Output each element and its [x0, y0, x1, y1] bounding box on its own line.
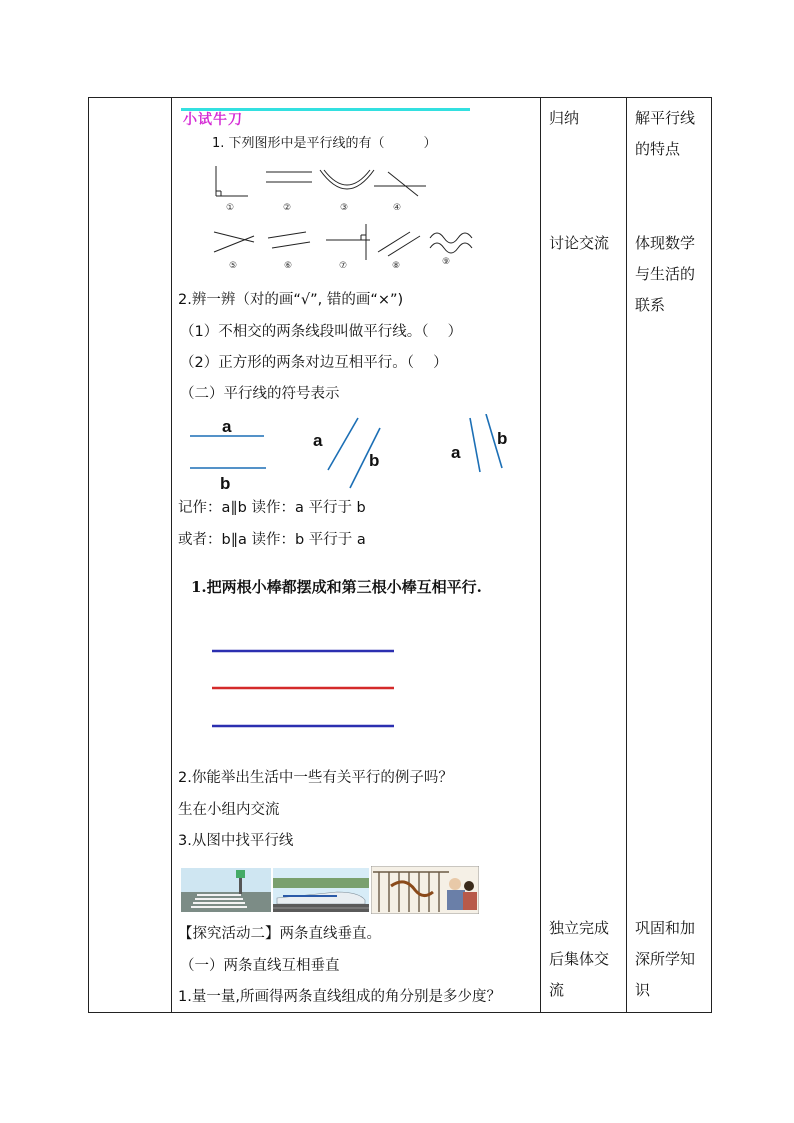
notation-2: 或者：b∥a 读作：b 平行于 a — [178, 532, 366, 548]
fig6-line-a — [268, 232, 306, 238]
purpose-life-connection: 体现数学与生活的联系 — [635, 234, 696, 314]
method-discuss: 讨论交流 — [549, 234, 610, 252]
method-column — [541, 98, 627, 1013]
notation-1: 记作：a∥b 读作：a 平行于 b — [178, 500, 366, 516]
question-life-examples: 2.你能举出生活中一些有关平行的例子吗？ — [178, 770, 453, 786]
method-summarize: 归纳 — [549, 109, 580, 127]
fig-number-4: ④ — [393, 203, 402, 213]
blank-column — [89, 98, 172, 1013]
purpose-column — [627, 98, 712, 1013]
diagram1-label-b: b — [220, 474, 231, 493]
fig-number-8: ⑧ — [392, 261, 401, 271]
fig8-line-a — [378, 232, 410, 252]
fig9-wave-b — [430, 243, 472, 253]
question-2-2: （2）正方形的两条对边互相平行。（ ） — [180, 355, 448, 371]
fig-number-9: ⑨ — [442, 257, 451, 267]
purpose-parallel-features: 解平行线的特点 — [635, 109, 696, 158]
fig5-line-b — [214, 236, 254, 252]
fig9-wave-a — [430, 233, 472, 243]
purpose-consolidate: 巩固和加深所学知识 — [635, 919, 696, 999]
diagram3-label-a: a — [451, 443, 461, 462]
main-content-cell — [172, 98, 541, 1013]
diagram3-line-a — [470, 418, 480, 472]
three-sticks — [210, 646, 396, 730]
fig3-arc-outer — [320, 170, 374, 189]
question-2: 2.辨一辨（对的画“√”, 错的画“×”) — [178, 292, 404, 308]
diagram2-label-b: b — [369, 451, 380, 470]
diagram2-line-a — [328, 418, 358, 470]
fig-number-2: ② — [283, 203, 292, 213]
activity-2-title: 【探究活动二】两条直线垂直。 — [178, 926, 381, 942]
section-heading: 小试牛刀 — [183, 112, 243, 128]
fig4-line-diagonal — [388, 172, 418, 196]
section-perpendicular: （一）两条直线互相垂直 — [180, 958, 340, 974]
question-2-1: （1）不相交的两条线段叫做平行线。（ ） — [180, 324, 463, 340]
answer-group-discussion: 生在小组内交流 — [178, 802, 280, 818]
question-1: 1. 下列图形中是平行线的有（ ） — [212, 136, 437, 151]
diagram3-label-b: b — [497, 429, 508, 448]
stick-question: 1.把两根小棒都摆成和第三根小棒互相平行. — [191, 578, 482, 596]
method-independent: 独立完成后集体交流 — [549, 919, 610, 999]
diagram2-label-a: a — [313, 431, 323, 450]
question-measure-angles: 1.量一量,所画得两条直线组成的角分别是多少度？ — [178, 989, 501, 1005]
fig8-line-b — [388, 236, 420, 256]
parallel-figures — [202, 156, 482, 276]
fence-photo — [371, 866, 479, 914]
crosswalk-photo — [181, 868, 271, 912]
fig-number-1: ① — [226, 203, 235, 213]
fig-number-7: ⑦ — [339, 261, 348, 271]
question-find-parallel: 3.从图中找平行线 — [178, 833, 294, 849]
section-symbol: （二）平行线的符号表示 — [180, 386, 340, 402]
fig-number-3: ③ — [340, 203, 349, 213]
train-photo — [273, 868, 369, 912]
lesson-table — [88, 97, 712, 1013]
fig6-line-b — [272, 242, 310, 248]
parallel-symbol-diagrams — [186, 414, 526, 494]
fig5-line-a — [214, 232, 254, 242]
fig-number-6: ⑥ — [284, 261, 293, 271]
fig-number-5: ⑤ — [229, 261, 238, 271]
diagram1-label-a: a — [222, 417, 232, 436]
